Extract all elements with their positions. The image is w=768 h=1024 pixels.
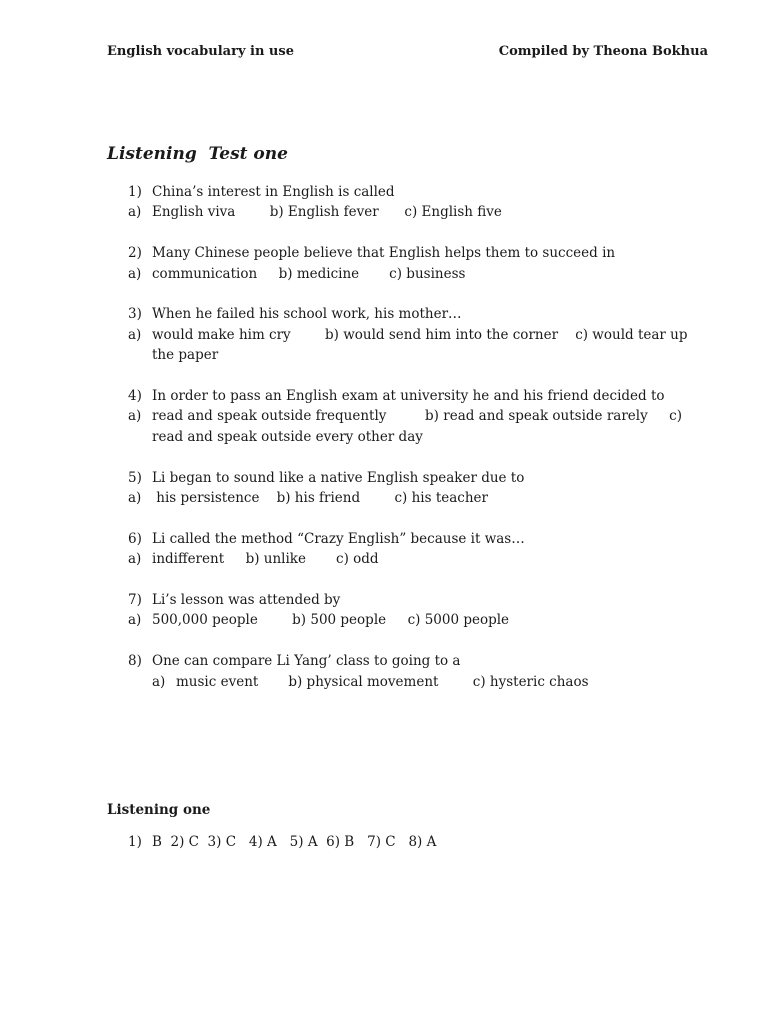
question-options: read and speak outside frequently b) read and speak outside rarely c) read and speak outside every other day (152, 408, 687, 445)
question-options: would make him cry b) would send him into the corner c) would tear up the paper (152, 326, 692, 364)
question-text: Li called the method “Crazy English” because it was… (152, 530, 525, 547)
answers-number: 1) (128, 834, 142, 850)
question-options: 500,000 people b) 500 people c) 5000 people (152, 612, 510, 629)
option-label: a) (152, 673, 166, 690)
question-text: In order to pass an English exam at university he and his friend decided to (152, 388, 665, 405)
header-right: Compiled by Theona Bokhua (498, 44, 708, 59)
question-text: Li began to sound like a native English speaker due to (152, 469, 525, 486)
question-4 (128, 386, 708, 447)
option-label: a) (128, 265, 142, 282)
question-5 (128, 468, 708, 509)
question-text: When he failed his school work, his mother… (152, 306, 462, 323)
question-options: English viva b) English fever c) English five (152, 204, 502, 221)
answers-text: B 2) C 3) C 4) A 5) A 6) B 7) C 8) A (152, 834, 437, 850)
question-2 (128, 243, 708, 284)
question-text: Many Chinese people believe that English helps them to succeed in (152, 245, 616, 262)
question-number: 8) (128, 653, 142, 670)
question-options: indifferent b) unlike c) odd (152, 551, 379, 568)
question-text: China’s interest in English is called (152, 184, 395, 200)
question-3 (128, 304, 708, 365)
option-label: a) (128, 326, 142, 343)
question-7 (128, 590, 708, 631)
question-number: 3) (128, 306, 142, 323)
question-6 (128, 529, 708, 570)
question-number: 1) (128, 184, 142, 200)
question-list (128, 182, 708, 712)
question-number: 4) (128, 388, 142, 405)
question-options: music event b) physical movement c) hysteric chaos (176, 673, 589, 690)
question-options: communication b) medicine c) business (152, 265, 466, 282)
header-left: English vocabulary in use (107, 44, 294, 59)
question-number: 2) (128, 245, 142, 262)
question-number: 6) (128, 530, 142, 547)
option-label: a) (128, 551, 142, 568)
question-number: 5) (128, 469, 142, 486)
answers-line (128, 834, 436, 850)
question-number: 7) (128, 592, 142, 609)
question-text: Li’s lesson was attended by (152, 592, 341, 609)
option-label: a) (128, 204, 142, 221)
question-text: One can compare Li Yang’ class to going to a (152, 653, 461, 670)
test-title: Listening Test one (107, 144, 288, 164)
question-options: his persistence b) his friend c) his teacher (152, 490, 488, 507)
option-label: a) (128, 408, 142, 425)
question-1 (128, 182, 708, 223)
answers-title: Listening one (107, 802, 211, 818)
question-8 (128, 651, 708, 692)
option-label: a) (128, 612, 142, 629)
option-label: a) (128, 490, 142, 507)
